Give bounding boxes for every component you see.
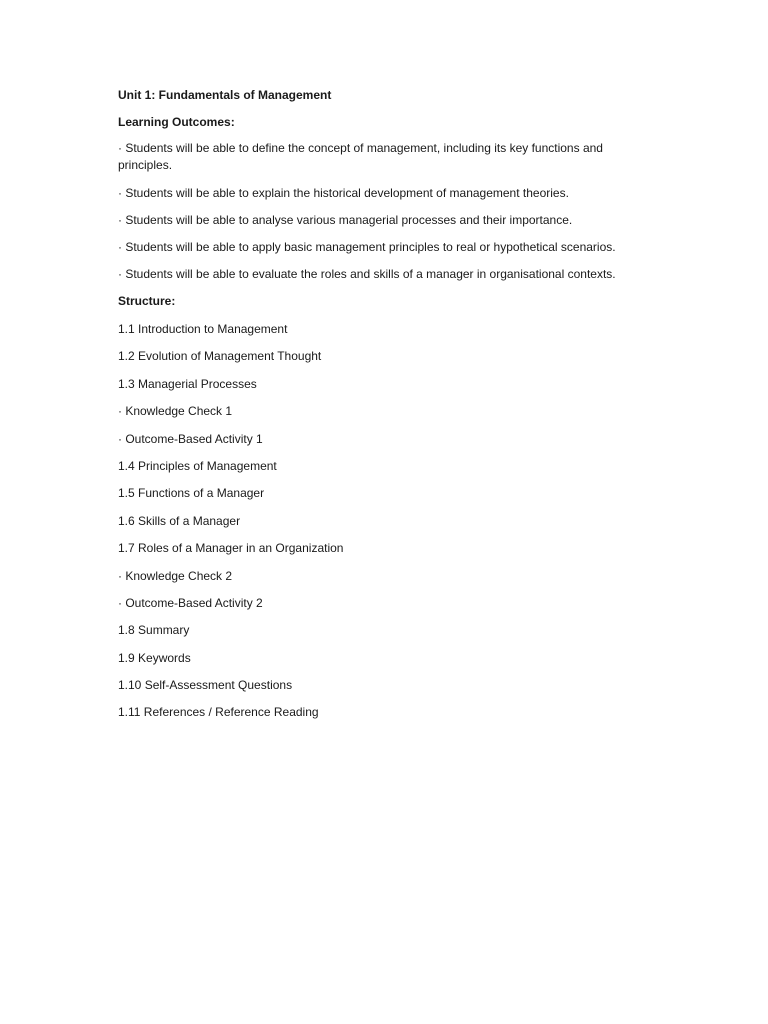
learning-outcome-item: · Students will be able to apply basic management principles to real or hypothetical scenarios. <box>118 240 616 254</box>
structure-item: 1.8 Summary <box>118 623 190 638</box>
structure-item: 1.2 Evolution of Management Thought <box>118 349 322 364</box>
learning-outcome-item: · Students will be able to explain the historical development of management theories. <box>118 186 569 200</box>
structure-item: 1.5 Functions of a Manager <box>118 486 265 501</box>
structure-item: 1.4 Principles of Management <box>118 458 277 473</box>
structure-item: · Knowledge Check 1 <box>118 404 233 419</box>
structure-item: · Outcome-Based Activity 2 <box>118 595 263 610</box>
structure-item: · Outcome-Based Activity 1 <box>118 431 263 446</box>
unit-title: Unit 1: Fundamentals of Management <box>118 88 332 102</box>
structure-item: 1.9 Keywords <box>118 650 191 665</box>
structure-item: · Knowledge Check 2 <box>118 568 233 583</box>
learning-outcomes-heading: Learning Outcomes: <box>118 115 235 129</box>
learning-outcome-item: · Students will be able to evaluate the roles and skills of a manager in organisational contexts. <box>118 267 616 281</box>
structure-item: 1.7 Roles of a Manager in an Organization <box>118 541 344 556</box>
structure-item: 1.3 Managerial Processes <box>118 376 257 391</box>
learning-outcome-item: · Students will be able to define the concept of management, including its key functions and principles. <box>118 141 603 172</box>
learning-outcomes-list <box>118 140 638 283</box>
structure-list <box>118 321 638 721</box>
learning-outcome-item: · Students will be able to analyse various managerial processes and their importance. <box>118 213 573 227</box>
structure-item: 1.1 Introduction to Management <box>118 322 288 336</box>
structure-heading: Structure: <box>118 294 176 308</box>
structure-item: 1.6 Skills of a Manager <box>118 513 241 528</box>
structure-item: 1.10 Self-Assessment Questions <box>118 678 293 693</box>
structure-item: 1.11 References / Reference Reading <box>118 705 319 720</box>
document-page <box>118 87 638 732</box>
